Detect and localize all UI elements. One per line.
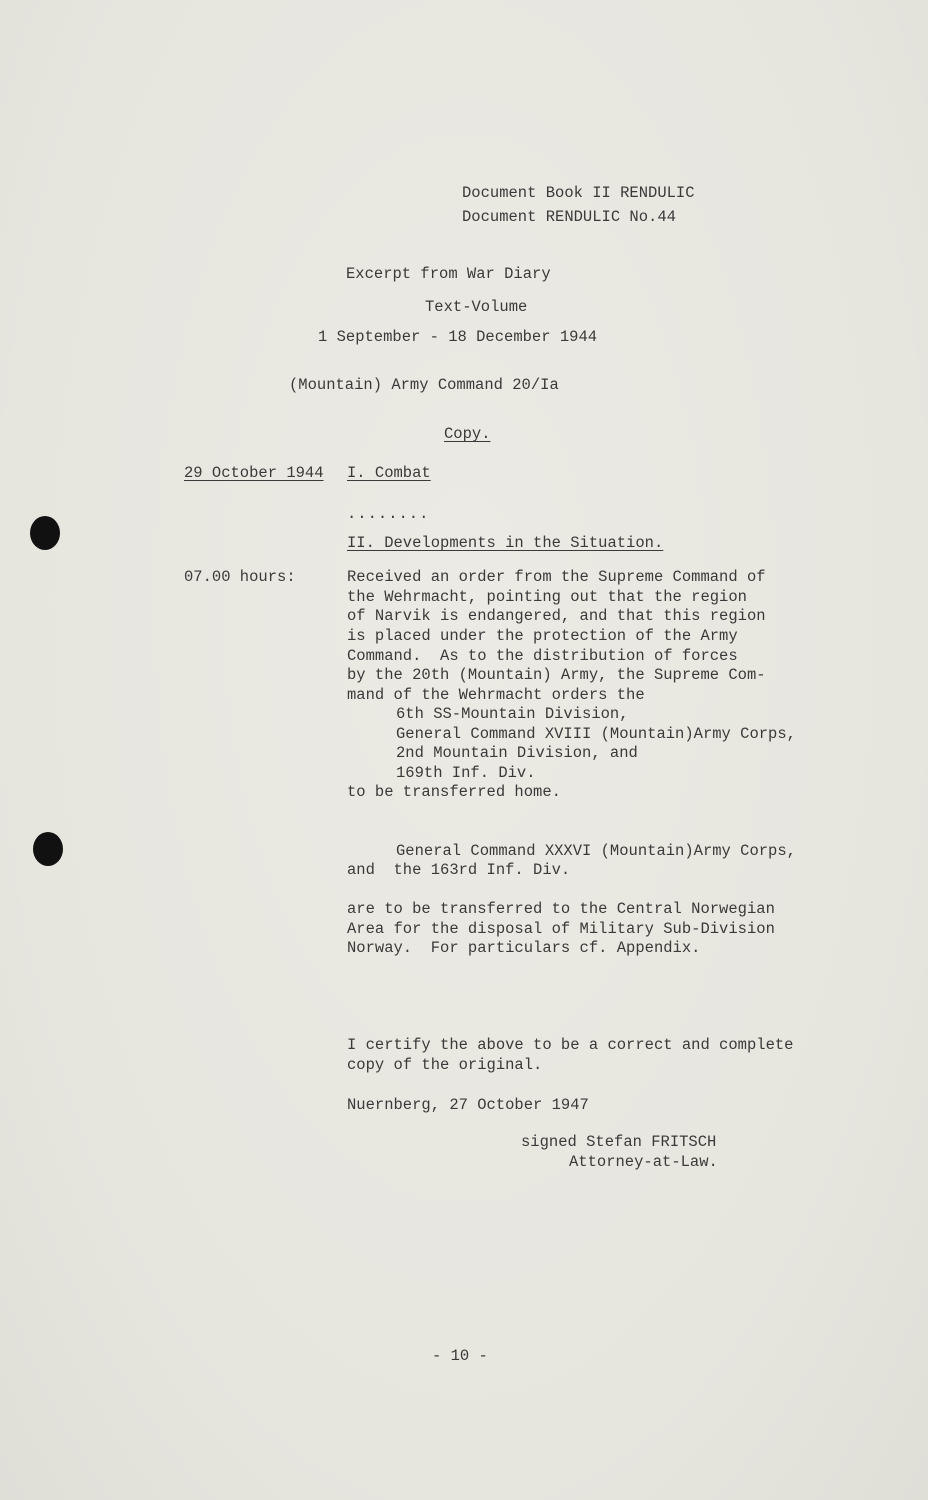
command-title: (Mountain) Army Command 20/Ia [289, 376, 559, 394]
volume-title: Text-Volume [425, 298, 528, 316]
para2-line: are to be transferred to the Central Norwegian [347, 900, 775, 918]
period-title: 1 September - 18 December 1944 [318, 328, 598, 346]
copy-label: Copy. [444, 425, 491, 443]
units2-line: and the 163rd Inf. Div. [347, 861, 571, 879]
certification-line: I certify the above to be a correct and complete [347, 1036, 794, 1054]
document-book-line: Document Book II RENDULIC [462, 184, 695, 202]
signatory-title: Attorney-at-Law. [569, 1153, 718, 1171]
place-date: Nuernberg, 27 October 1947 [347, 1096, 589, 1114]
units2-line: General Command XXXVI (Mountain)Army Corps, [396, 842, 796, 860]
unit-line: 169th Inf. Div. [396, 764, 536, 782]
entry-time: 07.00 hours: [184, 568, 296, 586]
section-combat: I. Combat [347, 464, 431, 482]
punch-hole-top [30, 516, 60, 550]
certification-line: copy of the original. [347, 1056, 543, 1074]
excerpt-title: Excerpt from War Diary [346, 265, 551, 283]
para2-line: Norway. For particulars cf. Appendix. [347, 939, 701, 957]
document-number-line: Document RENDULIC No.44 [462, 208, 676, 226]
para1-line: Command. As to the distribution of forces [347, 647, 738, 665]
signature: signed Stefan FRITSCH [521, 1133, 717, 1151]
unit-line: 6th SS-Mountain Division, [396, 705, 629, 723]
para1-line: Received an order from the Supreme Command of [347, 568, 766, 586]
page-number: - 10 - [432, 1347, 488, 1365]
para1-end: to be transferred home. [347, 783, 561, 801]
punch-hole-bottom [33, 832, 63, 866]
para1-line: mand of the Wehrmacht orders the [347, 686, 645, 704]
para1-line: of Narvik is endangered, and that this region [347, 607, 766, 625]
para1-line: by the 20th (Mountain) Army, the Supreme Com- [347, 666, 766, 684]
entry-date: 29 October 1944 [184, 464, 324, 482]
para1-line: the Wehrmacht, pointing out that the region [347, 588, 747, 606]
para2-line: Area for the disposal of Military Sub-Division [347, 920, 775, 938]
omission-dots: ........ [347, 505, 430, 523]
para1-line: is placed under the protection of the Army [347, 627, 738, 645]
unit-line: General Command XVIII (Mountain)Army Corps, [396, 725, 796, 743]
unit-line: 2nd Mountain Division, and [396, 744, 638, 762]
section-developments: II. Developments in the Situation. [347, 534, 664, 552]
